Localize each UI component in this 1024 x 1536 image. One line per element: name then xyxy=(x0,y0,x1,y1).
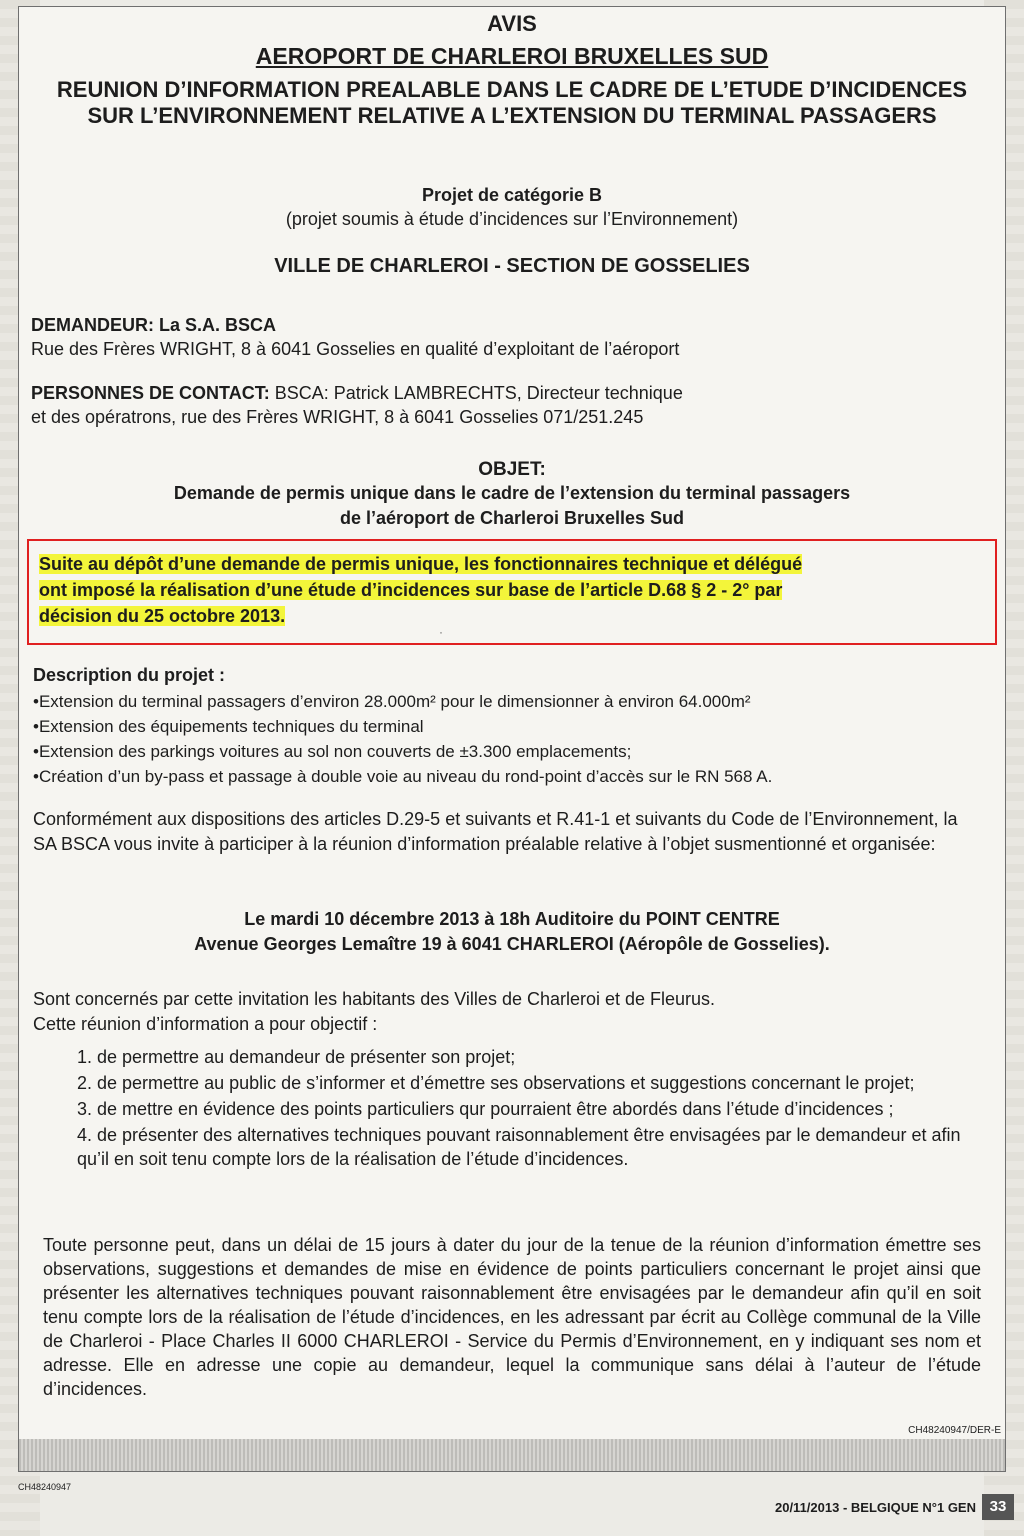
list-item: 2. de permettre au public de s’informer et d’émettre ses observations et suggestions concernant le projet; xyxy=(77,1073,915,1093)
contact-person: BSCA: Patrick LAMBRECHTS, Directeur technique xyxy=(269,383,683,403)
list-item: • Extension des équipements techniques du terminal xyxy=(33,714,985,739)
pen-mark-icon: · xyxy=(439,625,443,639)
contact-block xyxy=(31,381,985,429)
city-section: VILLE DE CHARLEROI - SECTION DE GOSSELIES xyxy=(274,255,750,277)
highlight-line-1: Suite au dépôt d’une demande de permis unique, les fonctionnaires technique et délégué xyxy=(39,554,803,574)
list-item: 1. de permettre au demandeur de présenter son projet; xyxy=(77,1047,516,1067)
object-text xyxy=(59,481,965,531)
list-item: 3. de mettre en évidence des points particuliers qur pourraient être abordés dans l’étude d’incidences ; xyxy=(77,1099,894,1119)
meeting-address: Avenue Georges Lemaître 19 à 6041 CHARLEROI (Aéropôle de Gosselies). xyxy=(194,934,830,954)
object-title: OBJET: xyxy=(478,459,546,480)
list-item: • Extension des parkings voitures au sol non couverts de ±3.300 emplacements; xyxy=(33,739,985,764)
list-item: • Extension du terminal passagers d’environ 28.000m² pour le dimensionner à environ 64.000m² xyxy=(33,689,985,714)
notice-title: AVIS xyxy=(487,11,537,36)
description-list xyxy=(33,689,985,789)
concerned-block xyxy=(33,987,981,1037)
footer-date-edition: 20/11/2013 - BELGIQUE N°1 GEN xyxy=(774,1500,976,1515)
object-line-1: Demande de permis unique dans le cadre de l’extension du terminal passagers xyxy=(173,483,851,503)
meeting-info xyxy=(59,907,965,957)
applicant-label: DEMANDEUR: La S.A. BSCA xyxy=(31,315,277,335)
objective-intro: Cette réunion d’information a pour objectif : xyxy=(33,1014,378,1034)
concerned-line: Sont concernés par cette invitation les habitants des Villes de Charleroi et de Fleurus. xyxy=(33,989,716,1009)
category-note: (projet soumis à étude d’incidences sur l’Environnement) xyxy=(285,209,739,229)
contact-address: et des opératrons, rue des Frères WRIGHT, 8 à 6041 Gosselies 071/251.245 xyxy=(31,407,644,427)
list-item: 4. de présenter des alternatives techniques pouvant raisonnablement être envisagées par le demandeur et afin qu’il en soit tenu compte lors de la réalisation de l’étude d’incidences. xyxy=(77,1125,961,1169)
conformity-paragraph: Conformément aux dispositions des articles D.29-5 et suivants et R.41-1 et suivants du Code de l’Environnement, la SA BSCA vous invite à participer à la réunion d’information préalable relative à l’objet susmentionné et organisée: xyxy=(33,809,958,854)
page-number: 33 xyxy=(982,1494,1014,1520)
airport-name: AEROPORT DE CHARLEROI BRUXELLES SUD xyxy=(255,43,769,69)
final-paragraph: Toute personne peut, dans un délai de 15 jours à dater du jour de la tenue de la réunion d’information émettre ses observations, suggestions et demandes de mise en évidence de points particuliers concernant le projet ainsi que présenter les alternatives techniques pouvant raisonnablement être envisagées par le demandeur afin qu’il en soit tenu compte lors de la réalisation de l’étude d’incidences, en les adressant par écrit au Collège communal de la Ville de Charleroi - Place Charles II 6000 CHARLEROI - Service du Permis d’Environnement, en y indiquant ses nom et adresse. Elle en adresse une copie au demandeur, lequel la communique sans délai à l’auteur de l’étude d’incidences. xyxy=(43,1235,981,1399)
hatched-bar xyxy=(19,1439,1005,1471)
category-block xyxy=(19,183,1005,231)
highlight-box xyxy=(27,539,997,645)
notice-frame xyxy=(18,6,1006,1472)
headline: REUNION D’INFORMATION PREALABLE DANS LE CADRE DE L’ETUDE D’INCIDENCES SUR L’ENVIRONNEMENT RELATIVE A L’EXTENSION DU TERMINAL PASSAGERS xyxy=(56,77,968,128)
footer-code: CH48240947 xyxy=(18,1482,72,1492)
category: Projet de catégorie B xyxy=(421,185,603,205)
applicant-address: Rue des Frères WRIGHT, 8 à 6041 Gosselies en qualité d’exploitant de l’aéroport xyxy=(31,339,680,359)
list-item: • Création d’un by-pass et passage à double voie au niveau du rond-point d’accès sur le RN 568 A. xyxy=(33,764,985,789)
highlight-line-2: ont imposé la réalisation d’une étude d’incidences sur base de l’article D.68 § 2 - 2° par xyxy=(39,580,783,600)
contact-label: PERSONNES DE CONTACT: xyxy=(31,383,270,403)
applicant-block xyxy=(31,313,985,361)
objectives-list xyxy=(65,1045,965,1173)
reference-code: CH48240947/DER-E xyxy=(908,1425,1001,1436)
highlight-line-3: décision du 25 octobre 2013. xyxy=(39,606,286,626)
highlighted-decision xyxy=(39,551,981,629)
meeting-date: Le mardi 10 décembre 2013 à 18h Auditoire du POINT CENTRE xyxy=(244,909,780,929)
description-title: Description du projet : xyxy=(33,665,226,685)
object-line-2: de l’aéroport de Charleroi Bruxelles Sud xyxy=(339,508,685,528)
